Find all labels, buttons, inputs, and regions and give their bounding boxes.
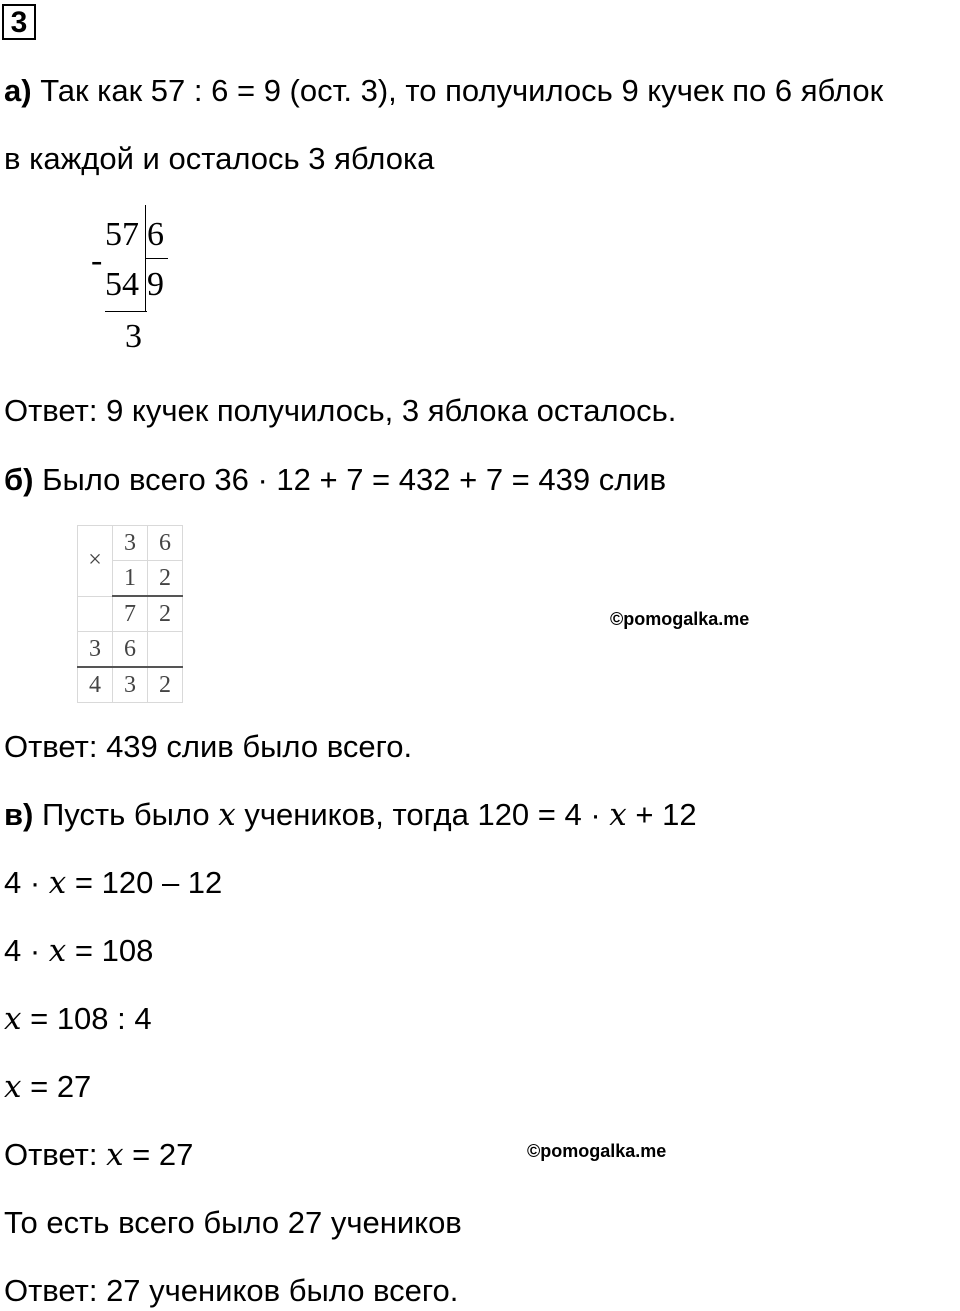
division-product: 54 xyxy=(105,266,139,303)
variable-x: x xyxy=(218,797,236,833)
variable-x: x xyxy=(4,1069,22,1105)
variable-x: x xyxy=(4,1001,22,1037)
grid-cell: 1 xyxy=(113,561,148,597)
equation-3 xyxy=(4,999,152,1039)
part-b-text: Было всего 36 · 12 + 7 = 432 + 7 = 439 слив xyxy=(33,462,667,497)
part-c-intro xyxy=(4,795,697,835)
division-minus: - xyxy=(91,242,103,279)
part-c-text: + 12 xyxy=(626,797,697,832)
part-c-final-answer: Ответ: 27 учеников было всего. xyxy=(4,1273,459,1308)
division-remainder: 3 xyxy=(125,318,142,355)
part-a-line2: в каждой и осталось 3 яблока xyxy=(4,141,435,176)
division-subtract-line xyxy=(105,311,147,312)
eq-text: = 120 – 12 xyxy=(66,865,223,900)
division-quotient: 9 xyxy=(147,266,164,303)
part-a-text: Так как 57 : 6 = 9 (ост. 3), то получилось 9 кучек по 6 яблок xyxy=(31,73,884,108)
grid-cell: 4 xyxy=(78,667,113,703)
part-c-conclusion: То есть всего было 27 учеников xyxy=(4,1205,462,1240)
grid-cell: 2 xyxy=(148,561,183,597)
equation-2 xyxy=(4,931,153,971)
part-c-text: учеников, тогда 120 = 4 · xyxy=(235,797,610,832)
eq-text: = 108 : 4 xyxy=(21,1001,152,1036)
variable-x: x xyxy=(106,1137,124,1173)
grid-cell: 6 xyxy=(113,632,148,668)
eq-text: = 27 xyxy=(123,1137,194,1172)
task-number: 3 xyxy=(2,4,36,40)
eq-text: 4 · xyxy=(4,865,49,900)
grid-cell: 6 xyxy=(148,526,183,561)
part-b-answer: Ответ: 439 слив было всего. xyxy=(4,729,413,764)
grid-cell: 3 xyxy=(113,526,148,561)
variable-x: x xyxy=(48,933,67,969)
eq-text: = 108 xyxy=(66,933,154,968)
grid-cell xyxy=(148,632,183,668)
long-division xyxy=(85,205,185,355)
eq-text: 4 · xyxy=(4,933,49,968)
division-divisor: 6 xyxy=(147,216,164,253)
equation-4 xyxy=(4,1067,91,1107)
part-a-label: а) xyxy=(4,73,32,108)
grid-cell: 2 xyxy=(148,596,183,632)
grid-cell xyxy=(78,596,113,632)
division-dividend: 57 xyxy=(105,216,139,253)
grid-cell: 2 xyxy=(148,667,183,703)
part-b-label: б) xyxy=(4,462,34,497)
watermark: ©pomogalka.me xyxy=(527,1141,667,1161)
grid-cell: 7 xyxy=(113,596,148,632)
watermark: ©pomogalka.me xyxy=(610,609,750,629)
part-c-text: Пусть было xyxy=(33,797,219,832)
variable-x: x xyxy=(609,797,627,833)
part-c-label: в) xyxy=(4,797,34,832)
part-c-answer xyxy=(4,1135,193,1175)
multiplication-grid xyxy=(77,525,183,703)
equation-1 xyxy=(4,863,222,903)
part-b-line1 xyxy=(4,460,666,500)
grid-cell: 3 xyxy=(78,632,113,668)
grid-cell: 3 xyxy=(113,667,148,703)
variable-x: x xyxy=(48,865,67,901)
part-a-answer: Ответ: 9 кучек получилось, 3 яблока осталось. xyxy=(4,393,677,428)
multiplication-sign: × xyxy=(78,526,113,597)
part-a-line1 xyxy=(4,71,883,111)
eq-text: Ответ: xyxy=(4,1137,107,1172)
division-quotient-line xyxy=(146,258,168,259)
eq-text: = 27 xyxy=(21,1069,92,1104)
